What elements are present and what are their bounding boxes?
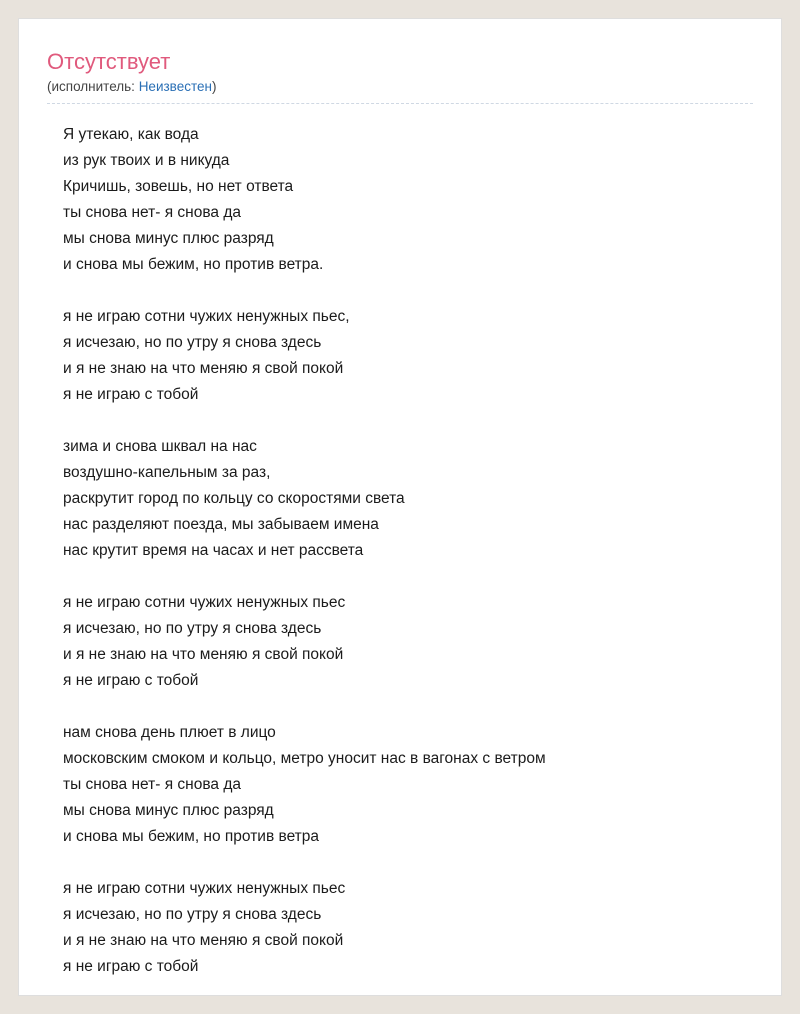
lyrics-stanza [63,304,753,408]
lyrics-line: и я не знаю на что меняю я свой покой [63,646,344,664]
lyrics-line: нас разделяют поезда, мы забываем имена [63,516,379,534]
lyrics-line: ты снова нет- я снова да [63,204,241,222]
lyrics-line: я не играю с тобой [63,672,199,690]
lyrics-line: Кричишь, зовешь, но нет ответа [63,178,294,196]
lyrics-line: московским смоком и кольцо, метро уносит нас в вагонах с ветром [63,750,546,768]
artist-prefix-label: (исполнитель: [47,79,139,95]
lyrics-line: я не играю сотни чужих ненужных пьес, [63,308,350,326]
lyrics-line: я не играю сотни чужих ненужных пьес [63,594,346,612]
lyrics-line: я исчезаю, но по утру я снова здесь [63,906,322,924]
lyrics-line: нам снова день плюет в лицо [63,724,276,742]
lyrics-line: из рук твоих и в никуда [63,152,230,170]
lyrics-stanza [63,590,753,694]
lyrics-line: раскрутит город по кольцу со скоростями света [63,490,405,508]
artist-link[interactable]: Неизвестен [138,79,212,95]
lyrics-line: и я не знаю на что меняю я свой покой [63,360,344,378]
lyrics-line: и снова мы бежим, но против ветра. [63,256,324,274]
lyrics-stanza [63,876,753,980]
lyrics-line: мы снова минус плюс разряд [63,230,274,248]
lyrics-line: и снова мы бежим, но против ветра [63,828,320,846]
artist-suffix-label: ) [211,79,217,95]
lyrics-line: ты снова нет- я снова да [63,776,241,794]
lyrics-stanza [63,122,753,278]
lyrics-line: зима и снова шквал на нас [63,438,257,456]
lyrics-line: нас крутит время на часах и нет рассвета [63,542,364,560]
lyrics-stanza [63,434,753,564]
artist-line [47,79,753,104]
lyrics-body [47,122,753,980]
page-content [19,19,781,980]
lyrics-line: я не играю сотни чужих ненужных пьес [63,880,346,898]
lyrics-line: мы снова минус плюс разряд [63,802,274,820]
lyrics-line: я исчезаю, но по утру я снова здесь [63,334,322,352]
lyrics-line: я не играю с тобой [63,958,199,976]
lyrics-line: и я не знаю на что меняю я свой покой [63,932,344,950]
lyrics-line: я не играю с тобой [63,386,199,404]
lyrics-line: я исчезаю, но по утру я снова здесь [63,620,322,638]
document-page [18,18,782,996]
lyrics-line: Я утекаю, как вода [63,126,199,144]
lyrics-line: воздушно-капельным за раз, [63,464,271,482]
page-title: Отсутствует [47,49,171,74]
lyrics-stanza [63,720,753,850]
